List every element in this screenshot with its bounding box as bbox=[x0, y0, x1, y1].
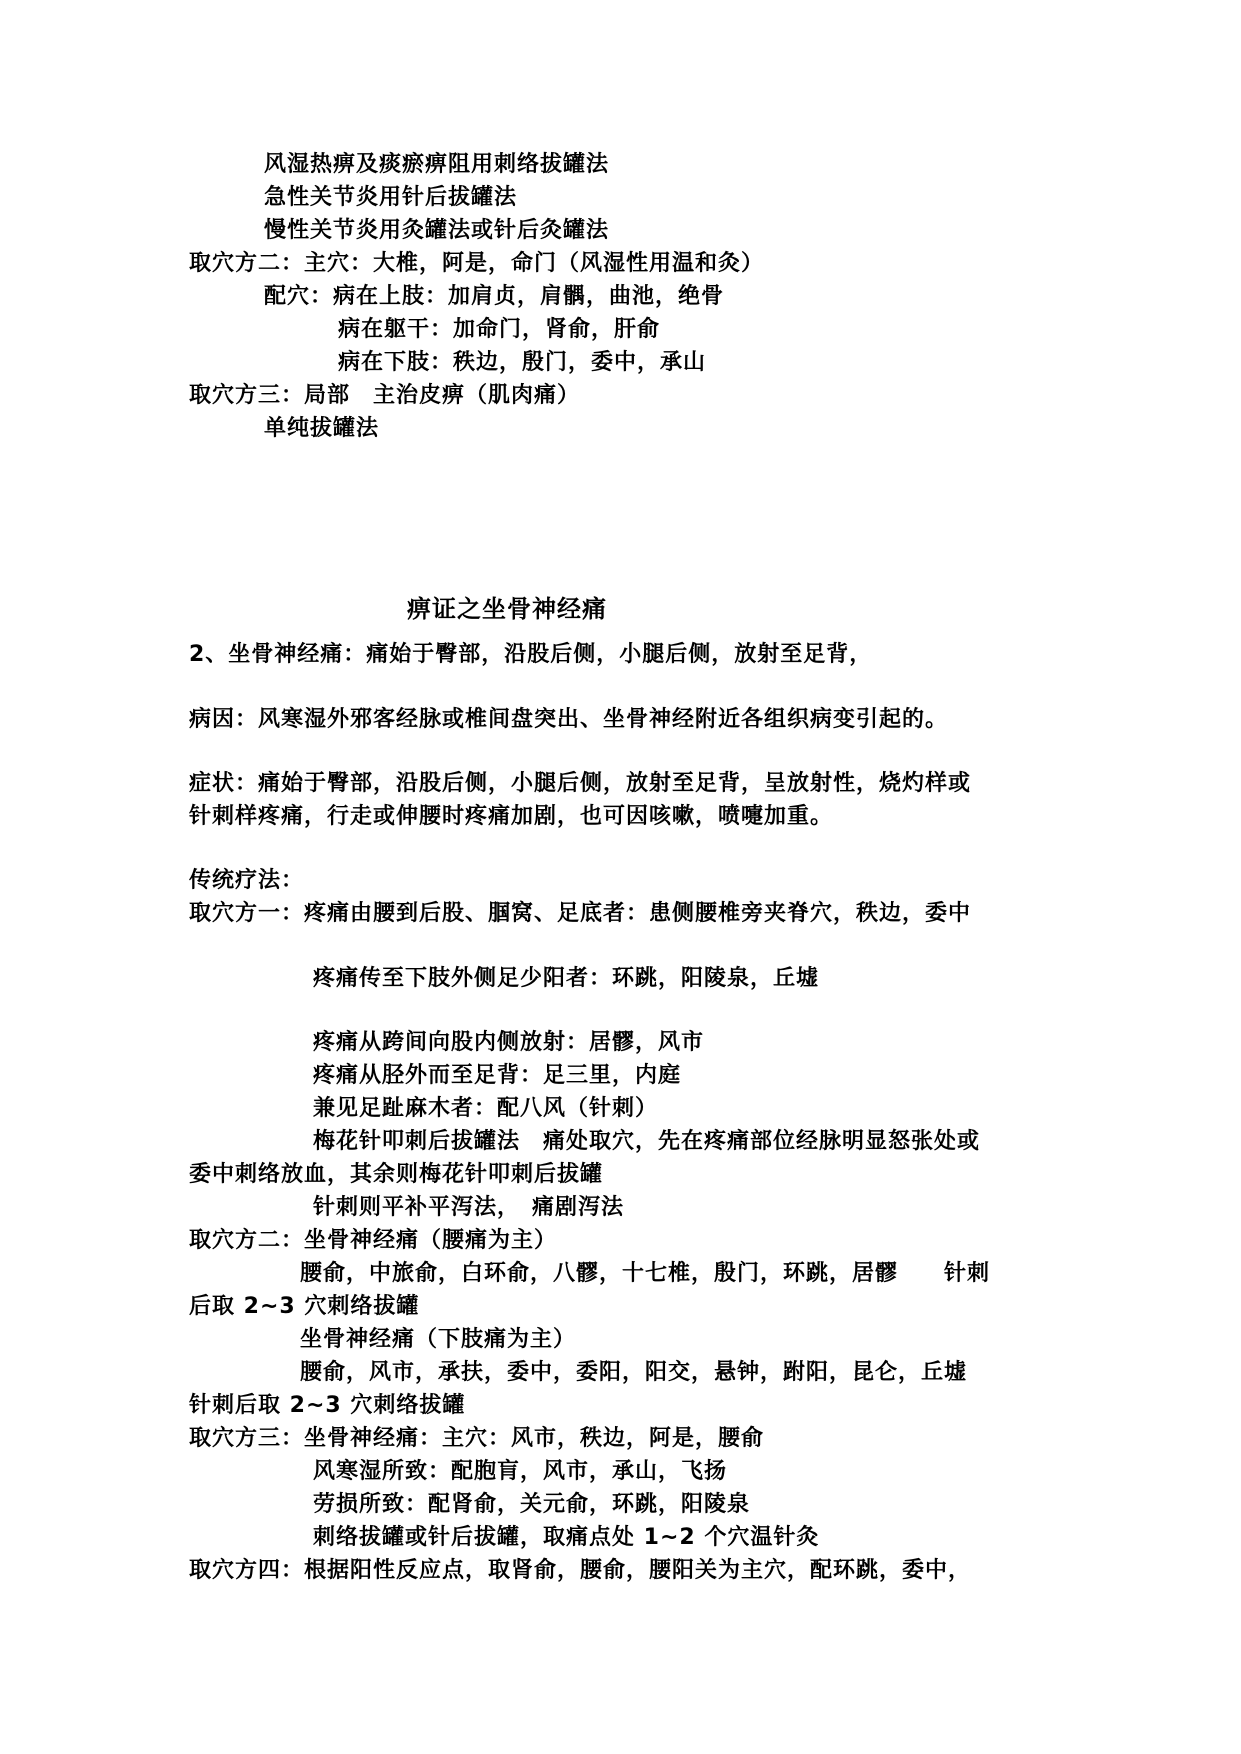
text-line-m1g: 委中刺络放血，其余则梅花针叩刺后拔罐 bbox=[189, 1162, 604, 1187]
text-line-cupping-heat: 风湿热痹及痰瘀痹阻用刺络拔罐法 bbox=[264, 152, 610, 177]
text-line-m1b: 疼痛传至下肢外侧足少阳者：环跳，阳陵泉，丘墟 bbox=[313, 966, 820, 991]
section-title: 痹证之坐骨神经痛 bbox=[407, 595, 607, 623]
text-line-simple-cupping: 单纯拔罐法 bbox=[264, 416, 380, 441]
text-line-m3b: 风寒湿所致：配胞肓，风市，承山，飞扬 bbox=[313, 1459, 728, 1484]
text-line-m3c: 劳损所致：配肾俞，关元俞，环跳，阳陵泉 bbox=[313, 1492, 751, 1517]
text-line-m1f: 梅花针叩刺后拔罐法 痛处取穴，先在疼痛部位经脉明显怒张处或 bbox=[313, 1129, 981, 1154]
text-line-m2: 取穴方二：坐骨神经痛（腰痛为主） bbox=[189, 1228, 558, 1253]
text-line-m2b: 腰俞，中旅俞，白环俞，八髎，十七椎，殷门，环跳，居髎 针刺 bbox=[300, 1261, 991, 1286]
text-line-sciatica-intro: 2、坐骨神经痛：痛始于臀部，沿股后侧，小腿后侧，放射至足背， bbox=[189, 642, 873, 667]
text-line-method-three: 取穴方三：局部 主治皮痹（肌肉痛） bbox=[189, 383, 581, 408]
text-line-symptom-2: 针刺样疼痛，行走或伸腰时疼痛加剧，也可因咳嗽，喷嚏加重。 bbox=[189, 804, 834, 829]
text-line-m2d: 坐骨神经痛（下肢痛为主） bbox=[300, 1327, 577, 1352]
text-line-m1e: 兼见足趾麻木者：配八风（针刺） bbox=[313, 1096, 659, 1121]
text-line-m1d: 疼痛从胫外而至足背：足三里，内庭 bbox=[313, 1063, 682, 1088]
text-line-chronic-arthritis: 慢性关节炎用灸罐法或针后灸罐法 bbox=[264, 218, 610, 243]
text-line-m4: 取穴方四：根据阳性反应点，取肾俞，腰俞，腰阳关为主穴，配环跳，委中， bbox=[189, 1558, 972, 1583]
text-line-m3: 取穴方三：坐骨神经痛：主穴：风市，秩边，阿是，腰俞 bbox=[189, 1426, 765, 1451]
text-line-traditional: 传统疗法： bbox=[189, 868, 305, 893]
text-line-cause: 病因：风寒湿外邪客经脉或椎间盘突出、坐骨神经附近各组织病变引起的。 bbox=[189, 707, 949, 732]
text-line-m2f: 针刺后取 2~3 穴刺络拔罐 bbox=[189, 1393, 466, 1418]
text-line-method-two-main: 取穴方二：主穴：大椎，阿是，命门（风湿性用温和灸） bbox=[189, 251, 765, 276]
text-line-symptom-1: 症状：痛始于臀部，沿股后侧，小腿后侧，放射至足背，呈放射性，烧灼样或 bbox=[189, 771, 972, 796]
text-line-m1h: 针刺则平补平泻法， 痛剧泻法 bbox=[313, 1195, 625, 1220]
text-line-m2e: 腰俞，风市，承扶，委中，委阳，阳交，悬钟，跗阳，昆仑，丘墟 bbox=[300, 1360, 968, 1385]
text-line-m2c: 后取 2~3 穴刺络拔罐 bbox=[189, 1294, 420, 1319]
text-line-m3d: 刺络拔罐或针后拔罐，取痛点处 1~2 个穴温针灸 bbox=[313, 1525, 820, 1550]
text-line-acute-arthritis: 急性关节炎用针后拔罐法 bbox=[264, 185, 518, 210]
text-line-method-two-trunk: 病在躯干：加命门，肾俞，肝俞 bbox=[338, 317, 661, 342]
text-line-method-two-lower: 病在下肢：秩边，殷门，委中，承山 bbox=[338, 350, 707, 375]
text-line-m1: 取穴方一：疼痛由腰到后股、腘窝、足底者：患侧腰椎旁夹脊穴，秩边，委中 bbox=[189, 901, 972, 926]
text-line-m1c: 疼痛从跨间向股内侧放射：居髎，风市 bbox=[313, 1030, 705, 1055]
text-line-method-two-upper: 配穴：病在上肢：加肩贞，肩髃，曲池，绝骨 bbox=[264, 284, 725, 309]
